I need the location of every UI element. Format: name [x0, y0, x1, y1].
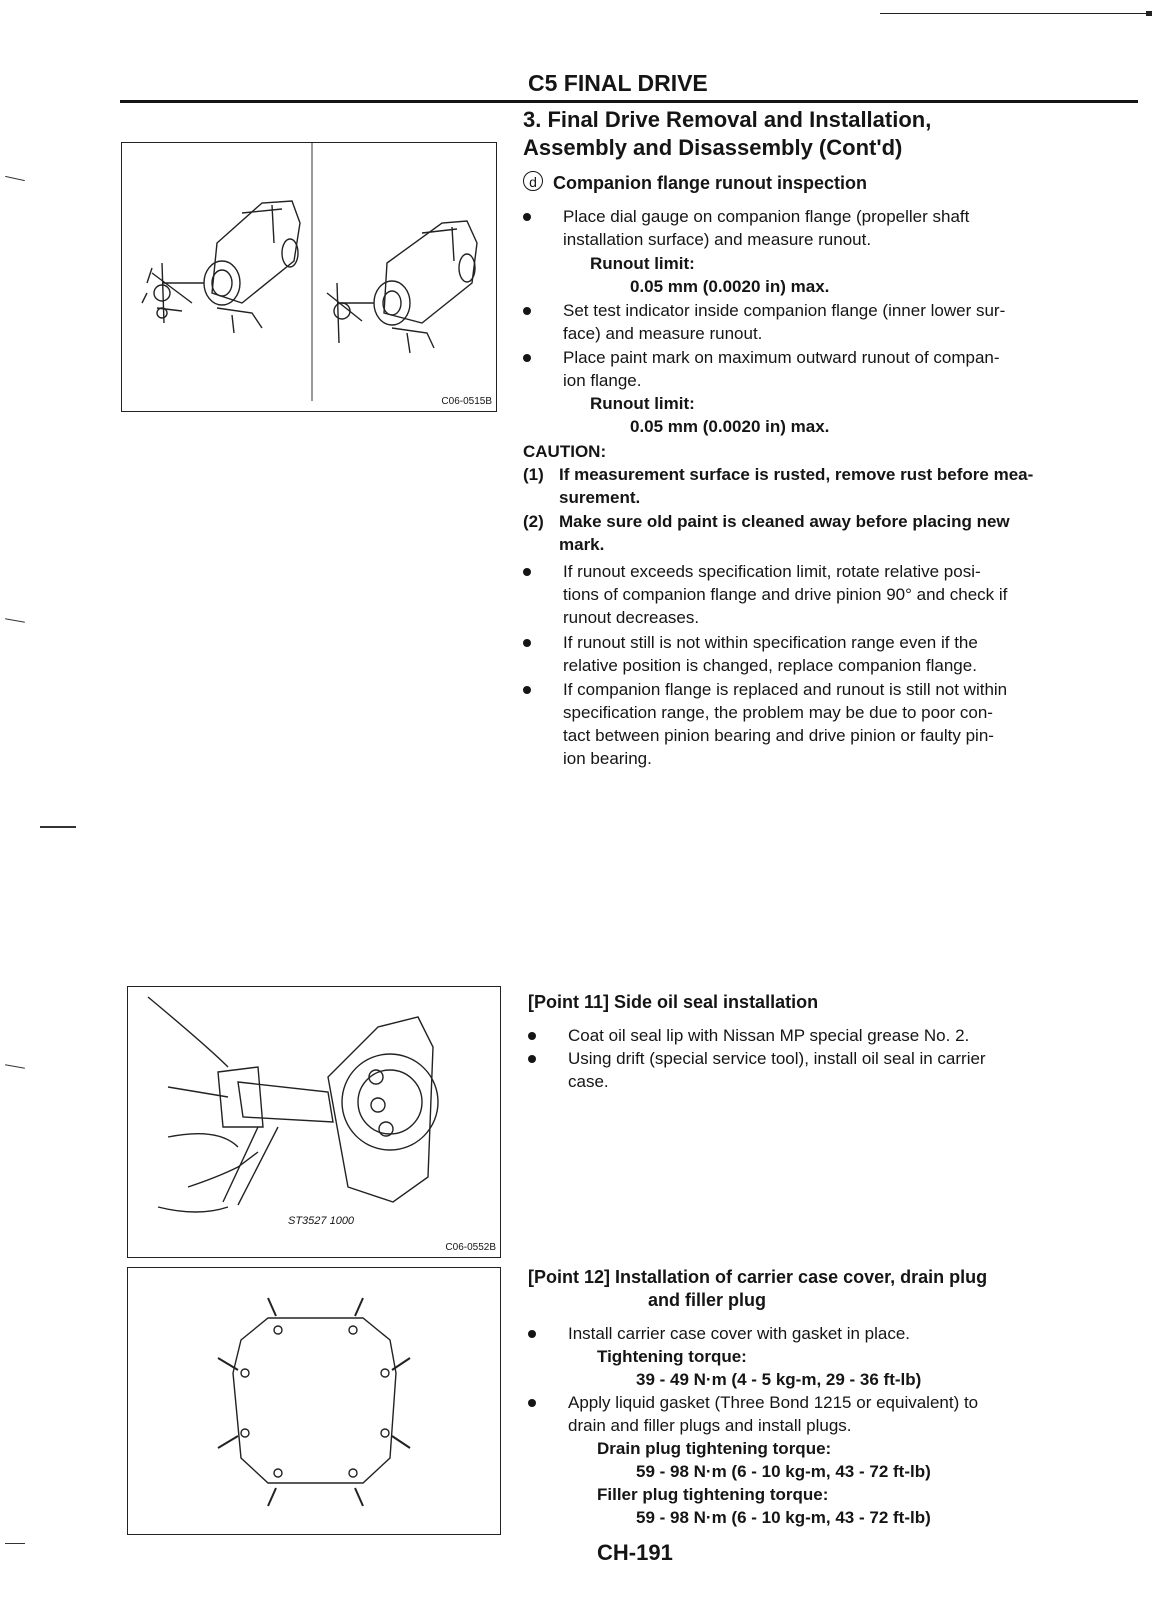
figure-runout-inspection [121, 142, 497, 412]
section-header: C5 FINAL DRIVE [528, 70, 708, 96]
top-rule-end [1146, 11, 1152, 16]
carrier-cover-bolt-pattern-illustration [128, 1268, 500, 1534]
spec-value: 39 - 49 N·m (4 - 5 kg-m, 29 - 36 ft-lb) [636, 1370, 922, 1389]
caution-label: CAUTION: [523, 442, 607, 461]
spec-value: 0.05 mm (0.0020 in) max. [630, 277, 830, 296]
bullet-dot-icon [523, 639, 531, 647]
spec-label: Runout limit: [590, 394, 695, 413]
spec-label: Drain plug tightening torque: [597, 1439, 832, 1458]
bullet-dot-icon [523, 213, 531, 221]
top-rule [880, 13, 1150, 14]
bullet-dot-icon [523, 307, 531, 315]
bullet-dot-icon [523, 686, 531, 694]
spec-label: Runout limit: [590, 254, 695, 273]
margin-mark [5, 176, 25, 181]
margin-mark [40, 826, 76, 828]
spec-label: Tightening torque: [597, 1347, 747, 1366]
spec-value: 59 - 98 N·m (6 - 10 kg-m, 43 - 72 ft-lb) [636, 1462, 931, 1481]
figure-code: C06-0515B [441, 396, 492, 407]
margin-mark [5, 618, 25, 622]
bullet-dot-icon [528, 1399, 536, 1407]
figure-code: C06-0552B [445, 1242, 496, 1253]
page-number: CH-191 [597, 1540, 673, 1565]
bullet-dot-icon [528, 1032, 536, 1040]
bullet-dot-icon [523, 568, 531, 576]
bullet-dot-icon [523, 354, 531, 362]
spec-value: 59 - 98 N·m (6 - 10 kg-m, 43 - 72 ft-lb) [636, 1508, 931, 1527]
margin-mark [5, 1543, 25, 1544]
point11-heading: [Point 11] Side oil seal installation [528, 992, 819, 1012]
spec-value: 0.05 mm (0.0020 in) max. [630, 417, 830, 436]
figure-side-oil-seal [127, 986, 501, 1258]
bullet-dot-icon [528, 1055, 536, 1063]
circled-d-marker: d [523, 171, 543, 191]
spec-label: Filler plug tightening torque: [597, 1485, 829, 1504]
tool-number-label: ST3527 1000 [288, 1215, 355, 1227]
margin-mark [5, 1064, 25, 1068]
bullet-dot-icon [528, 1330, 536, 1338]
figure-carrier-cover [127, 1267, 501, 1535]
step-d-heading: d Companion flange runout inspection [523, 171, 867, 195]
page-title: 3. Final Drive Removal and Installation, Assembly and Disassembly (Cont'd) [523, 107, 932, 160]
header-rule [120, 100, 1138, 103]
final-drive-illustration [122, 143, 496, 411]
point12-heading: [Point 12] Installation of carrier case cover, drain plug and filler plug [528, 1267, 988, 1310]
